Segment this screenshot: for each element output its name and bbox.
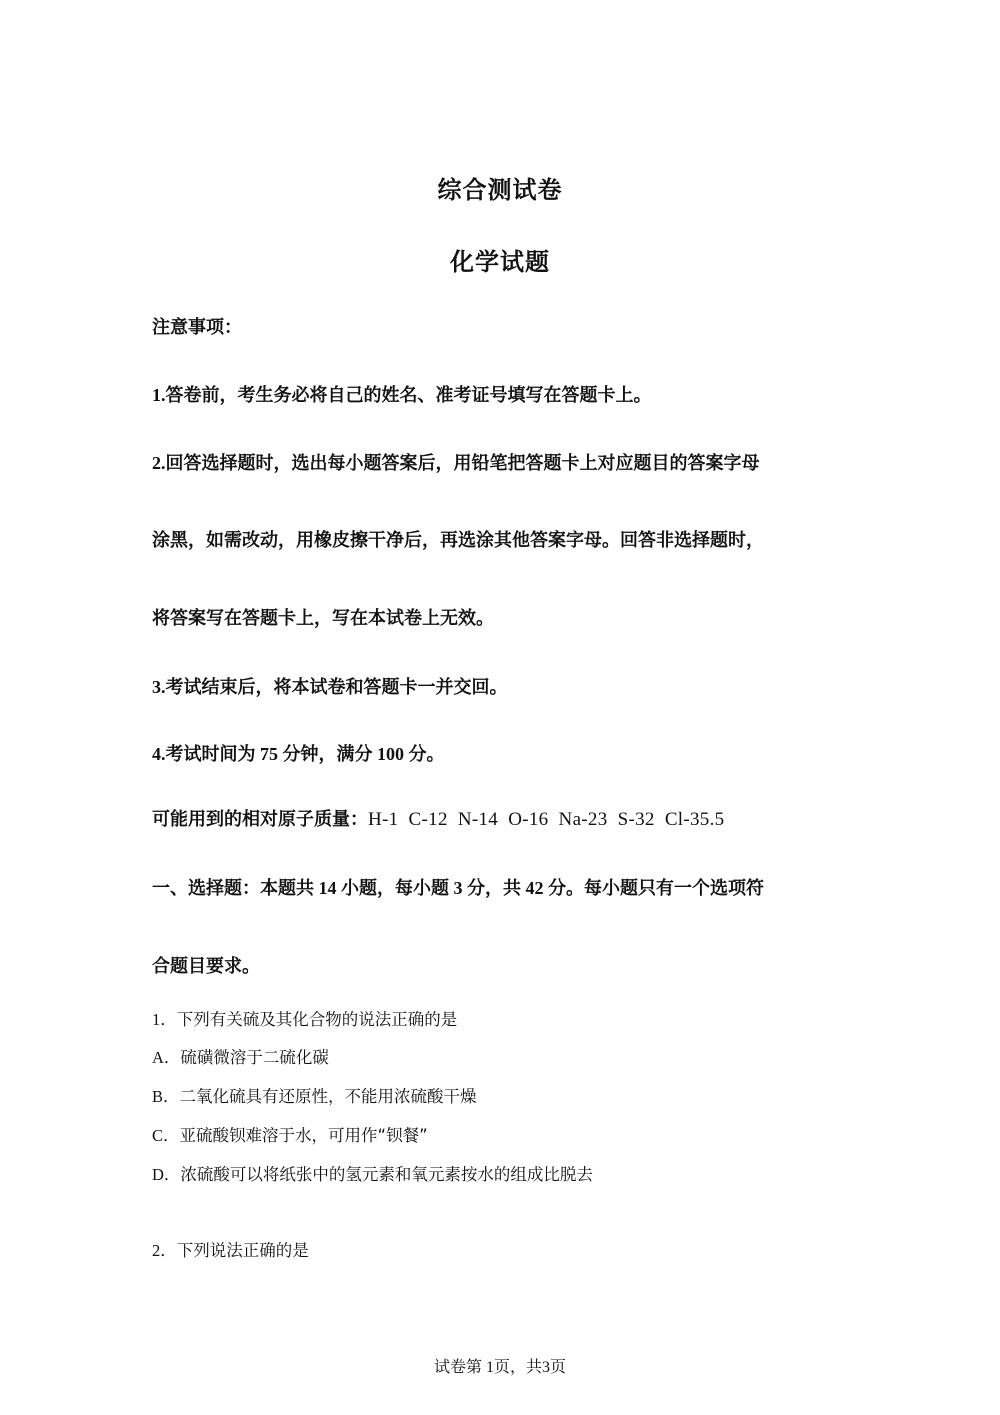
option-text: 浓硫酸可以将纸张中的氢元素和氧元素按水的组成比脱去 bbox=[180, 1165, 593, 1184]
section-1-heading-line-2: 合题目要求。 bbox=[152, 956, 260, 977]
exam-title: 综合测试卷 bbox=[437, 176, 563, 204]
question-1-stem bbox=[152, 1009, 852, 1031]
note-item-1 bbox=[152, 383, 852, 408]
option-label: B． bbox=[152, 1087, 180, 1106]
footer-text-b: 页，共 bbox=[493, 1357, 542, 1376]
note-item-1-text: 答卷前，考生务必将自己的姓名、准考证号填写在答题卡上。 bbox=[165, 385, 652, 406]
question-2-stem bbox=[152, 1240, 852, 1262]
atomic-masses-values: H-1 C-12 N-14 O-16 Na-23 S-32 Cl-35.5 bbox=[368, 809, 725, 830]
option-label: D． bbox=[152, 1165, 181, 1184]
note-item-3-text: 考试结束后，将本试卷和答题卡一并交回。 bbox=[165, 677, 508, 698]
atomic-masses-label: 可能用到的相对原子质量： bbox=[152, 809, 368, 830]
section-1-text-b: 小题，每小题 bbox=[341, 878, 449, 899]
section-1-heading bbox=[152, 876, 852, 901]
note-item-2-line-1 bbox=[152, 451, 852, 476]
question-2-text: 下列说法正确的是 bbox=[176, 1241, 309, 1260]
option-text: 亚硫酸钡难溶于水，可用作“钡餐” bbox=[179, 1126, 428, 1145]
section-1-text-a: 一、选择题：本题共 bbox=[152, 878, 314, 899]
note-item-2-line-3: 将答案写在答题卡上，写在本试卷上无效。 bbox=[152, 608, 494, 629]
question-1-option-b bbox=[152, 1086, 852, 1108]
subject-title: 化学试题 bbox=[450, 248, 550, 276]
note-item-4-text-b: 分钟，满分 bbox=[282, 744, 373, 765]
question-1-option-c bbox=[152, 1125, 852, 1147]
total-pages: 3 bbox=[542, 1359, 550, 1376]
footer-text-a: 试卷第 bbox=[433, 1357, 482, 1376]
current-page-number: 1 bbox=[481, 1359, 494, 1376]
note-item-2-text-1: 回答选择题时，选出每小题答案后，用铅笔把答题卡上对应题目的答案字母 bbox=[165, 453, 760, 474]
section-1-text-c: 分，共 bbox=[467, 878, 521, 899]
question-1-text: 下列有关硫及其化合物的说法正确的是 bbox=[176, 1010, 458, 1029]
page-footer bbox=[0, 1356, 1000, 1379]
note-item-3 bbox=[152, 675, 852, 700]
question-1-option-d bbox=[152, 1164, 852, 1186]
note-item-4-number: 4. bbox=[152, 744, 166, 764]
note-item-3-number: 3. bbox=[152, 677, 166, 697]
note-item-2-number: 2. bbox=[152, 453, 166, 473]
note-item-4-text-a: 考试时间为 bbox=[165, 744, 256, 765]
notes-heading: 注意事项： bbox=[152, 317, 242, 338]
points-per-question: 3 bbox=[449, 878, 467, 898]
question-1-number: 1． bbox=[152, 1010, 177, 1029]
note-item-4-text-c: 分。 bbox=[408, 744, 445, 765]
section-total-points: 42 bbox=[521, 878, 548, 898]
note-item-4 bbox=[152, 742, 852, 767]
option-text: 硫磺微溶于二硫化碳 bbox=[180, 1048, 329, 1067]
section-1-text-d: 分。每小题只有一个选项符 bbox=[548, 878, 764, 899]
exam-duration: 75 bbox=[255, 744, 283, 764]
option-label: C． bbox=[152, 1126, 180, 1145]
atomic-masses-line bbox=[152, 808, 852, 832]
note-item-2-line-2: 涂黑，如需改动，用橡皮擦干净后，再选涂其他答案字母。回答非选择题时， bbox=[152, 530, 764, 551]
option-text: 二氧化硫具有还原性，不能用浓硫酸干燥 bbox=[179, 1087, 477, 1106]
option-label: A． bbox=[152, 1048, 181, 1067]
full-score: 100 bbox=[372, 744, 409, 764]
question-count: 14 bbox=[314, 878, 341, 898]
footer-text-c: 页 bbox=[550, 1357, 567, 1376]
note-item-1-number: 1. bbox=[152, 385, 166, 405]
question-2-number: 2． bbox=[152, 1241, 177, 1260]
question-1-option-a bbox=[152, 1047, 852, 1069]
